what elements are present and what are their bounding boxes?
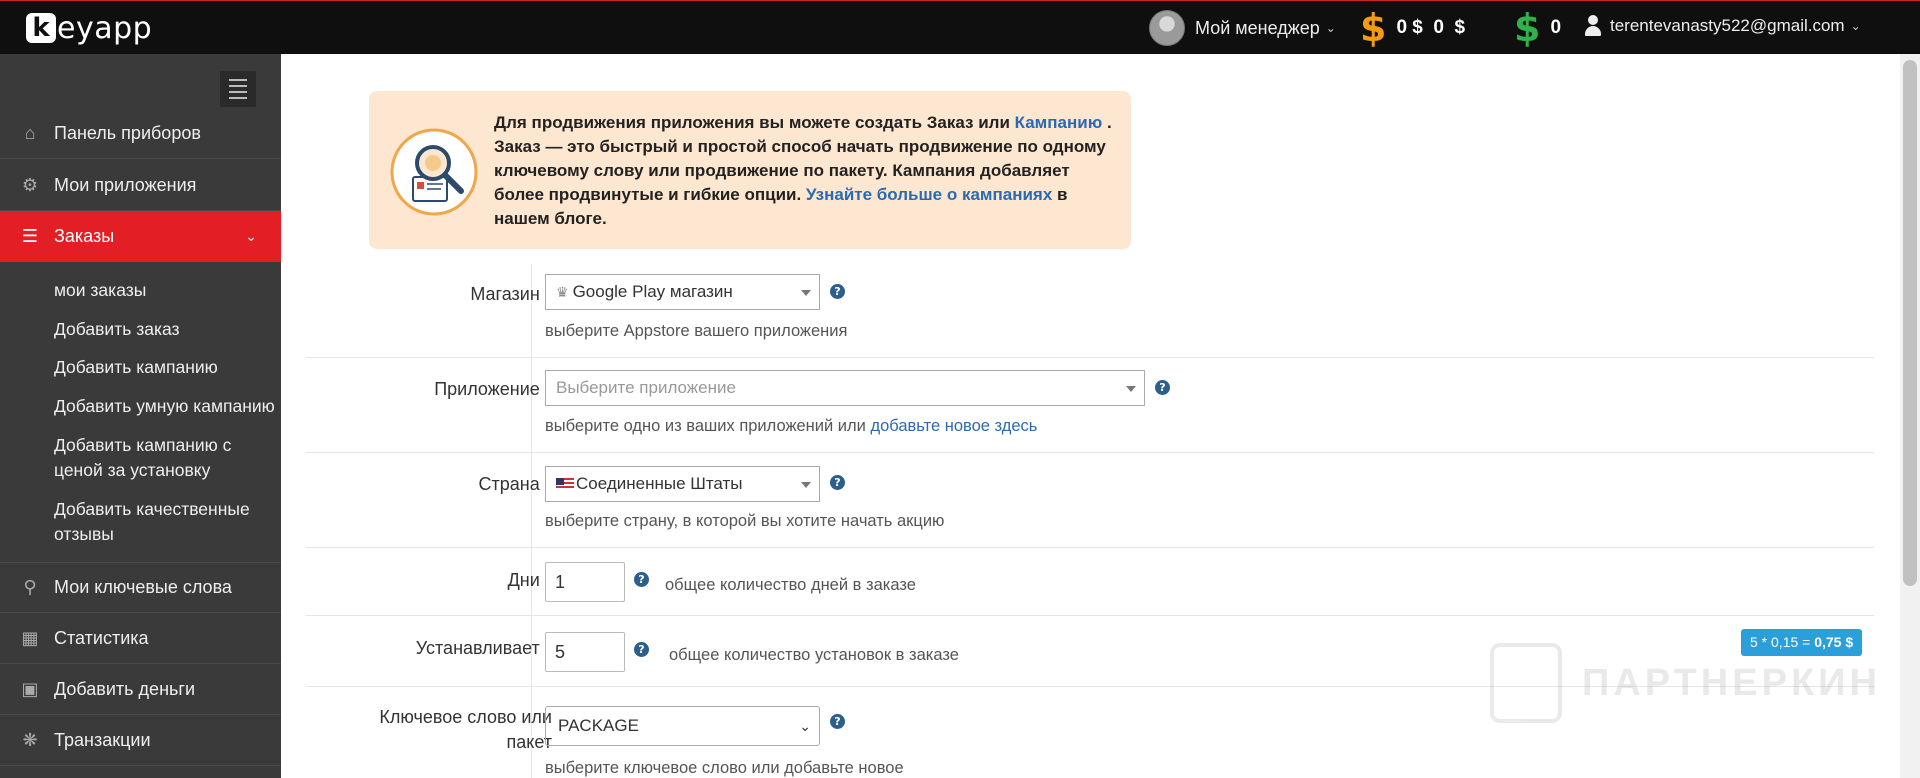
scrollbar-thumb[interactable] bbox=[1903, 60, 1917, 586]
keyword-label-line-1: Ключевое слово или bbox=[379, 707, 552, 727]
sidebar-subitem-add-smart-campaign[interactable]: Добавить умную кампанию bbox=[54, 396, 275, 416]
app-select[interactable] bbox=[545, 370, 1145, 406]
user-email: terentevanasty522@gmail.com bbox=[1610, 16, 1845, 35]
help-icon[interactable]: ? bbox=[634, 642, 649, 657]
sidebar-item-add-money[interactable] bbox=[0, 664, 281, 715]
cost-total: 0,75 $ bbox=[1814, 634, 1854, 650]
caret-down-icon bbox=[801, 290, 811, 296]
campaign-link[interactable]: Кампанию bbox=[1014, 113, 1103, 132]
store-hint: выберите Appstore вашего приложения bbox=[545, 322, 848, 340]
help-icon[interactable]: ? bbox=[830, 475, 845, 490]
watermark-icon bbox=[1490, 643, 1562, 723]
sidebar-item-my-apps[interactable] bbox=[0, 160, 281, 211]
sidebar-item-orders[interactable] bbox=[0, 211, 281, 262]
balance-primary[interactable] bbox=[1360, 6, 1465, 50]
country-label bbox=[479, 472, 552, 498]
chevron-down-icon: ⌄ bbox=[799, 718, 811, 734]
keyword-select-value: PACKAGE bbox=[558, 716, 639, 735]
sidebar-item-transactions[interactable] bbox=[0, 715, 281, 766]
sidebar-item-dashboard[interactable] bbox=[0, 108, 281, 159]
manager-label: Мой менеджер bbox=[1195, 17, 1320, 38]
cost-calculation-badge bbox=[1741, 629, 1862, 656]
learn-more-campaigns-link[interactable]: Узнайте больше о кампаниях bbox=[805, 185, 1053, 204]
chevron-down-icon: ⌄ bbox=[1325, 21, 1336, 35]
store-select-value: Google Play магазин bbox=[572, 282, 733, 301]
sidebar-item-label: Мои ключевые слова bbox=[54, 577, 232, 597]
installs-label bbox=[416, 636, 552, 662]
keyword-label-line-2: пакет bbox=[506, 732, 552, 752]
home-icon: ⌂ bbox=[24, 122, 36, 143]
app-hint bbox=[545, 417, 1037, 436]
sidebar-item-label: Транзакции bbox=[54, 729, 151, 750]
sidebar-item-label: Заказы bbox=[54, 226, 115, 246]
watermark-text: ПАРТНЕРКИН bbox=[1582, 661, 1881, 704]
store-select[interactable] bbox=[545, 274, 820, 310]
installs-hint: общее количество установок в заказе bbox=[669, 646, 959, 664]
cost-expression: 5 * 0,15 = bbox=[1750, 634, 1815, 650]
search-report-icon bbox=[389, 127, 479, 217]
form-row-store bbox=[306, 264, 1874, 358]
sidebar-subitem-my-orders[interactable]: мои заказы bbox=[54, 280, 147, 300]
sidebar-subitem-add-campaign[interactable]: Добавить кампанию bbox=[54, 357, 218, 377]
money-icon: ▣ bbox=[21, 678, 39, 699]
logo[interactable] bbox=[26, 11, 152, 45]
info-text-part: . Заказ — это быстрый и простой способ начать продвижение по одному ключевому слову или продвижение по пакету. Кампания добавляет более продвинутые и гибкие опции. bbox=[494, 113, 1112, 204]
app-label bbox=[434, 377, 552, 403]
add-new-app-link[interactable]: добавьте новое здесь bbox=[870, 417, 1038, 435]
balance-secondary[interactable] bbox=[1514, 6, 1561, 50]
sidebar-item-label: Панель приборов bbox=[54, 122, 201, 143]
store-label bbox=[470, 282, 552, 308]
days-input[interactable]: 1 bbox=[545, 562, 625, 602]
dollar-icon: $ bbox=[1360, 6, 1387, 50]
info-text-part: Для продвижения приложения вы можете создать Заказ или bbox=[494, 113, 1015, 132]
app-label-text: Приложение bbox=[434, 379, 540, 399]
menu-toggle-button[interactable] bbox=[220, 71, 256, 107]
country-hint: выберите страну, в которой вы хотите начать акцию bbox=[545, 512, 945, 530]
sidebar-item-label: Мои приложения bbox=[54, 174, 197, 195]
country-label-text: Страна bbox=[478, 474, 540, 494]
country-select[interactable] bbox=[545, 466, 820, 502]
chevron-down-icon: ⌄ bbox=[1850, 19, 1861, 33]
chevron-down-icon: ⌄ bbox=[245, 228, 257, 244]
country-select-value: Соединенные Штаты bbox=[576, 474, 743, 493]
top-bar bbox=[0, 0, 1920, 54]
us-flag-icon bbox=[556, 478, 574, 490]
manager-menu[interactable] bbox=[1149, 10, 1336, 46]
sidebar-subitem-add-reviews[interactable]: Добавить качественные отзывы bbox=[54, 499, 250, 544]
installs-input[interactable]: 5 bbox=[545, 632, 625, 672]
key-icon: ⚲ bbox=[23, 577, 37, 597]
help-icon[interactable]: ? bbox=[634, 572, 649, 587]
dollar-icon: $ bbox=[1514, 6, 1541, 50]
table-icon: ▦ bbox=[21, 627, 39, 648]
manager-avatar bbox=[1149, 10, 1185, 46]
installs-label-text: Устанавливает bbox=[415, 638, 540, 658]
caret-down-icon bbox=[801, 482, 811, 488]
logo-mark: k bbox=[26, 13, 56, 43]
user-menu[interactable] bbox=[1584, 15, 1861, 37]
caret-down-icon bbox=[1126, 386, 1136, 392]
days-label-text: Дни bbox=[507, 570, 540, 590]
sidebar-item-label: Добавить деньги bbox=[54, 678, 196, 699]
sidebar-item-statistics[interactable] bbox=[0, 613, 281, 664]
help-icon[interactable]: ? bbox=[830, 714, 845, 729]
info-banner-text bbox=[494, 111, 1119, 231]
keyword-hint: выберите ключевое слово или добавьте новое bbox=[545, 759, 904, 777]
keyword-select[interactable] bbox=[545, 706, 820, 746]
sidebar-item-keywords[interactable] bbox=[0, 562, 281, 613]
info-text-part: в нашем блоге. bbox=[494, 185, 1068, 228]
help-icon[interactable]: ? bbox=[830, 284, 845, 299]
logo-text: eyapp bbox=[57, 10, 153, 46]
form-row-country bbox=[306, 453, 1874, 548]
user-icon bbox=[1584, 15, 1602, 37]
store-label-text: Магазин bbox=[470, 284, 540, 304]
sidebar-item-label: Статистика bbox=[54, 627, 149, 648]
help-icon[interactable]: ? bbox=[1155, 380, 1170, 395]
days-hint: общее количество дней в заказе bbox=[665, 576, 916, 594]
app-select-placeholder: Выберите приложение bbox=[556, 378, 736, 397]
list-icon: ☰ bbox=[21, 226, 39, 246]
info-banner bbox=[369, 91, 1131, 249]
app-hint-text: выберите одно из ваших приложений или bbox=[545, 417, 871, 435]
sidebar-subitem-add-order[interactable]: Добавить заказ bbox=[54, 319, 180, 339]
balance-primary-value: 0 $ 0 $ bbox=[1396, 17, 1466, 38]
gear-icon: ⚙ bbox=[21, 174, 39, 195]
sidebar-subitem-add-cpi-campaign[interactable]: Добавить кампанию с ценой за установку bbox=[54, 435, 232, 480]
android-icon: ♛ bbox=[556, 283, 569, 300]
spinner-icon: ❋ bbox=[22, 729, 38, 750]
balance-secondary-value: 0 bbox=[1550, 17, 1562, 38]
